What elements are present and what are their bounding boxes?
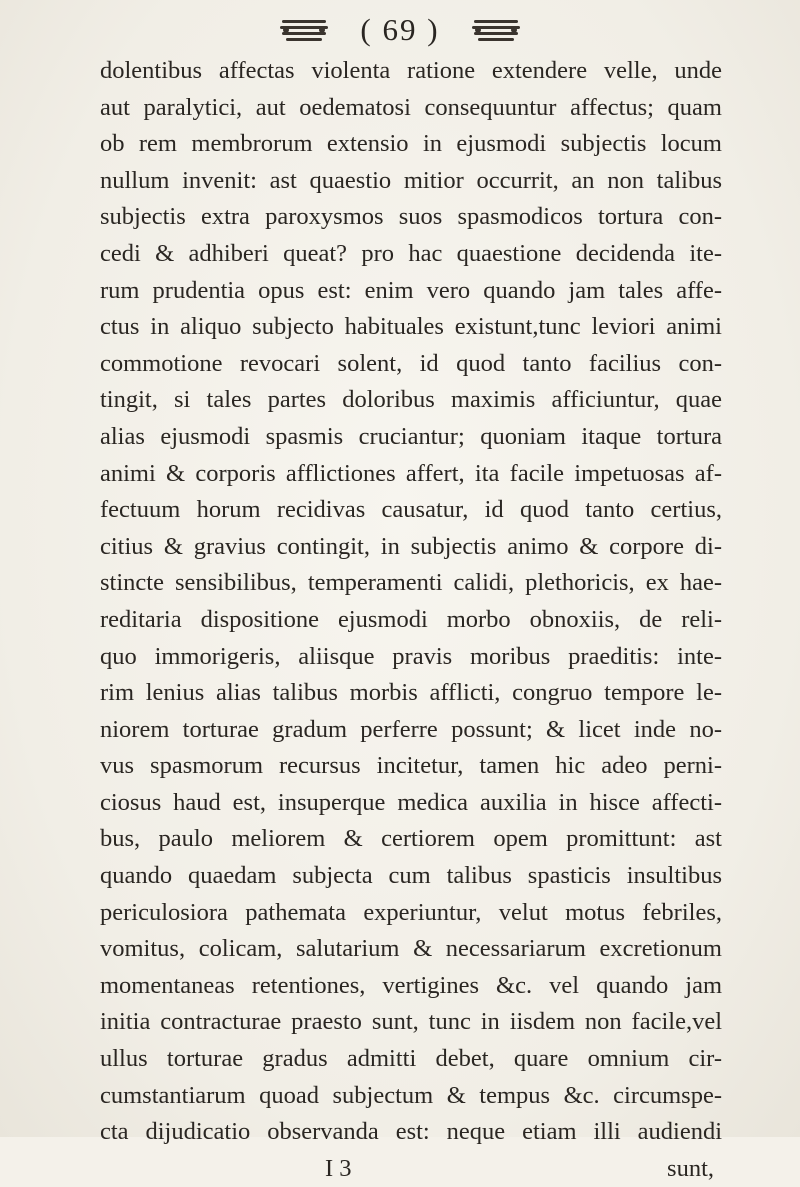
text-line: cta dijudicatio observanda est: neque etiam illi audiendi: [100, 1118, 722, 1146]
text-line: citius & gravius contingit, in subjectis animo & corpore di-: [100, 532, 722, 560]
text-line: animi & corporis afflictiones affert, ita facile impetuosas af-: [100, 459, 722, 487]
text-line: vus spasmorum recursus incitetur, tamen hic adeo perni-: [100, 752, 722, 780]
text-line: periculosiora pathemata experiuntur, velut motus febriles,: [100, 898, 722, 926]
text-line: tingit, si tales partes doloribus maximis afficiuntur, quae: [100, 386, 722, 414]
body-text: [100, 53, 722, 1187]
text-line: ciosus haud est, insuperque medica auxilia in hisce affecti-: [100, 788, 722, 816]
text-line: aut paralytici, aut oedematosi consequuntur affectus; quam: [100, 93, 722, 121]
signature-mark: I 3: [325, 1154, 352, 1182]
text-line: cumstantiarum quoad subjectum & tempus &c. circumspe-: [100, 1081, 722, 1109]
text-line: rum prudentia opus est: enim vero quando jam tales affe-: [100, 276, 722, 304]
text-line: ob rem membrorum extensio in ejusmodi subjectis locum: [100, 130, 722, 158]
text-line: dolentibus affectas violenta ratione extendere velle, unde: [100, 57, 722, 84]
text-line: alias ejusmodi spasmis cruciantur; quoniam itaque tortura: [100, 422, 722, 450]
text-line: ctus in aliquo subjecto habituales existunt,tunc leviori animi: [100, 313, 722, 341]
left-ornament-icon: [276, 16, 332, 44]
catchline: [100, 1151, 722, 1187]
page-header: [0, 8, 800, 52]
text-line: cedi & adhiberi queat? pro hac quaestione decidenda ite-: [100, 239, 722, 267]
text-line: quando quaedam subjecta cum talibus spasticis insultibus: [100, 862, 722, 890]
text-line: niorem torturae gradum perferre possunt; & licet inde no-: [100, 715, 722, 743]
text-line: momentaneas retentiones, vertigines &c. vel quando jam: [100, 971, 722, 999]
text-line: reditaria dispositione ejusmodi morbo obnoxiis, de reli-: [100, 605, 722, 633]
text-line: initia contracturae praesto sunt, tunc in iisdem non facile,vel: [100, 1008, 722, 1036]
text-line: vomitus, colicam, salutarium & necessariarum excretionum: [100, 935, 722, 963]
text-line: quo immorigeris, aliisque pravis moribus praeditis: inte-: [100, 642, 722, 670]
text-line: rim lenius alias talibus morbis afflicti, congruo tempore le-: [100, 679, 722, 707]
text-line: stincte sensibilibus, temperamenti calidi, plethoricis, ex hae-: [100, 569, 722, 597]
page-number: ( 69 ): [360, 12, 440, 47]
text-line: subjectis extra paroxysmos suos spasmodicos tortura con-: [100, 203, 722, 231]
catchword: sunt,: [667, 1154, 714, 1182]
right-ornament-icon: [468, 16, 524, 44]
text-line: ullus torturae gradus admitti debet, quare omnium cir-: [100, 1045, 722, 1073]
text-line: commotione revocari solent, id quod tanto facilius con-: [100, 349, 722, 377]
text-line: bus, paulo meliorem & certiorem opem promittunt: ast: [100, 825, 722, 853]
text-line: fectuum horum recidivas causatur, id quod tanto certius,: [100, 496, 722, 524]
text-line: nullum invenit: ast quaestio mitior occurrit, an non talibus: [100, 166, 722, 194]
